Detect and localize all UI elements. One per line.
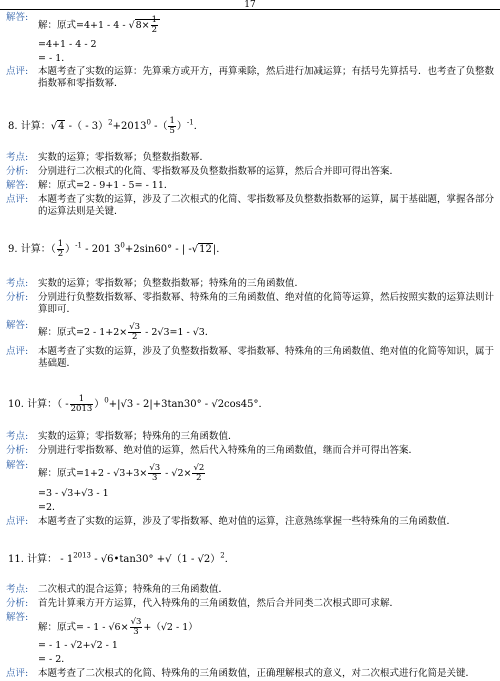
radical: 8× $\frac{1}{2}$ <box>135 19 160 31</box>
problem-10-answer-line3: =2． <box>38 502 62 513</box>
fraction: $\frac{√3}{3}$ <box>149 463 161 483</box>
problem-11-answer-line2: = - 1 - √2+√2 - 1 <box>38 640 118 651</box>
answer-label: 解答: <box>6 12 29 23</box>
problem-9-question: 9. 计算：（ $\frac{1}{2}$ ）$^{-1}$ - 201 $3^0+2\sin 60^\circ$ - | -√12|． <box>8 239 227 259</box>
top-answer-line1: 解：原式=4+1 - 4 - √8× $\frac{1}{2}$ <box>38 16 160 35</box>
problem-11-answer-line3: = - 2． <box>38 654 71 665</box>
fraction: $\frac{1}{2}$ <box>57 239 64 259</box>
fraction: $\frac{√3}{3}$ <box>130 617 142 637</box>
fraction: $\frac{1}{5}$ <box>169 116 175 136</box>
top-comment-text: 本题考查了实数的运算：先算乘方或开方，再算乘除，然后进行加减运算；有括号先算括号．也考查了负整数指数幂和零指数幂． <box>38 66 495 89</box>
problem-10-question: 10. 计算：（ - $\frac{1}{2013}$ ）$^0$+|√3 - 2|+3tan30° - √2cos45°． <box>8 394 269 414</box>
header-rule <box>0 9 500 10</box>
problem-11-question: 11. 计算： - $1^{2013}$ - √6•tan30° +√（1 - √2）$^2$． <box>8 551 235 565</box>
top-answer-line3: = - 1． <box>38 53 71 64</box>
fraction: $\frac{√3}{2}$ <box>129 322 141 342</box>
problem-10-answer-line2: =3 - √3+√3 - 1 <box>38 488 109 499</box>
fraction: $\frac{√2}{2}$ <box>193 463 205 483</box>
problem-8-question: 8. 计算：√4 -（ - $3)^2+2013^0$ -（ $\frac{1}{5}$ ）$^{-1}$． <box>8 116 204 136</box>
page-number: 17 <box>244 0 256 10</box>
fraction: $\frac{1}{2}$ <box>151 15 158 35</box>
top-answer-line2: =4+1 - 4 - 2 <box>38 39 97 50</box>
fraction: $\frac{1}{2013}$ <box>70 394 93 414</box>
